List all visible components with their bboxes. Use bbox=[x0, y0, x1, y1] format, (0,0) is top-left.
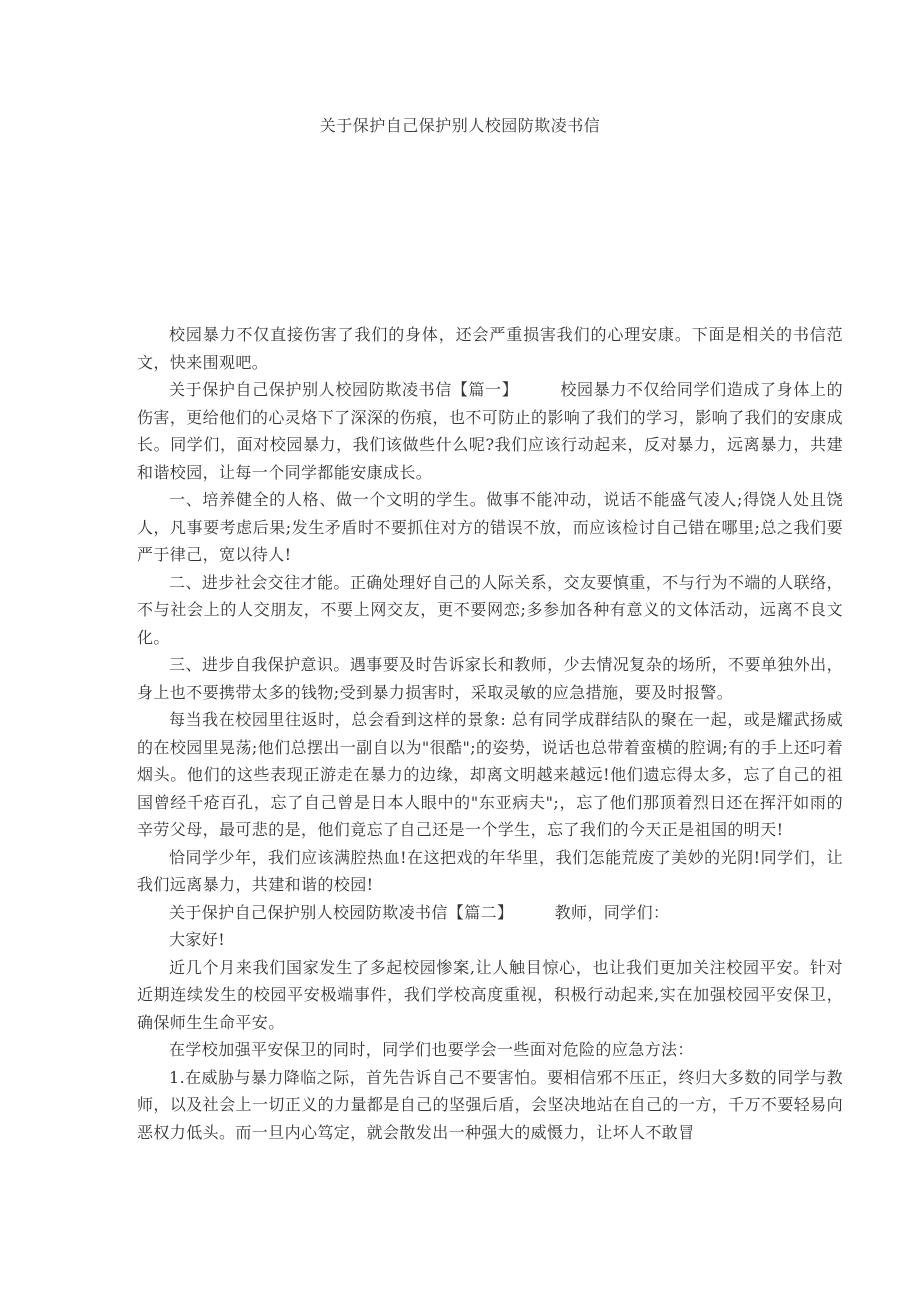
paragraph: 1.在威胁与暴力降临之际，首先告诉自己不要害怕。要相信邪不压正，终归大多数的同学与教师，以及社会上一切正义的力量都是自己的坚强后盾，会坚决地站在自己的一方，千万不要轻易向恶权力低头。而一旦内心笃定，就会散发出一种强大的威慑力，让坏人不敢冒 bbox=[137, 1067, 843, 1142]
paragraph: 二、进步社会交往才能。正确处理好自己的人际关系，交友要慎重，不与行为不端的人联络，不与社会上的人交朋友，不要上网交友，更不要网恋;多参加各种有意义的文体活动，远离不良文化。 bbox=[137, 572, 843, 647]
paragraph: 每当我在校园里往返时，总会看到这样的景象: 总有同学成群结队的聚在一起，或是耀武扬威的在校园里晃荡;他们总摆出一副自以为"很酷";的姿势，说话也总带着蛮横的腔调;有的手上还叼着烟头。他们的这些表现正游走在暴力的边缘，却离文明越来越远!他们遗忘得太多，忘了自己的祖国曾经千疮百孔，忘了自己曾是日本人眼中的"东亚病夫";，忘了他们那顶着烈日还在挥汗如雨的辛劳父母，最可悲的是，他们竟忘了自己还是一个学生，忘了我们的今天正是祖国的明天! bbox=[137, 710, 843, 839]
paragraph: 一、培养健全的人格、做一个文明的学生。做事不能冲动，说话不能盛气凌人;得饶人处且饶人，凡事要考虑后果;发生矛盾时不要抓住对方的错误不放，而应该检讨自己错在哪里;总之我们要严于律己，宽以待人! bbox=[137, 490, 843, 564]
paragraph: 近几个月来我们国家发生了多起校园惨案,让人触目惊心，也让我们更加关注校园平安。针对近期连续发生的校园平安极端事件，我们学校高度重视，积极行动起来,实在加强校园平安保卫，确保师生生命平安。 bbox=[137, 957, 843, 1032]
document-title: 关于保护自己保护别人校园防欺凌书信 bbox=[319, 116, 601, 135]
paragraph: 三、进步自我保护意识。遇事要及时告诉家长和教师，少去情况复杂的场所，不要单独外出，身上也不要携带太多的钱物;受到暴力损害时，采取灵敏的应急措施，要及时报警。 bbox=[137, 655, 843, 702]
paragraph: 在学校加强平安保卫的同时，同学们也要学会一些面对危险的应急方法： bbox=[169, 1040, 694, 1059]
paragraph: 恰同学少年，我们应该满腔热血!在这把戏的年华里，我们怎能荒废了美妙的光阴!同学们，让我们远离暴力，共建和谐的校园! bbox=[137, 847, 843, 894]
paragraph: 大家好! bbox=[169, 930, 226, 949]
paragraph: 关于保护自己保护别人校园防欺凌书信【篇二】 教师，同学们： bbox=[169, 902, 670, 922]
document-body bbox=[137, 321, 843, 1146]
paragraph: 校园暴力不仅直接伤害了我们的身体，还会严重损害我们的心理安康。下面是相关的书信范文，快来围观吧。 bbox=[137, 325, 843, 372]
paragraph: 关于保护自己保护别人校园防欺凌书信【篇一】 校园暴力不仅给同学们造成了身体上的伤害，更给他们的心灵烙下了深深的伤痕，也不可防止的影响了我们的学习，影响了我们的安康成长。同学们，面对校园暴力，我们该做些什么呢?我们应该行动起来，反对暴力，远离暴力，共建和谐校园，让每一个同学都能安康成长。 bbox=[137, 380, 843, 482]
